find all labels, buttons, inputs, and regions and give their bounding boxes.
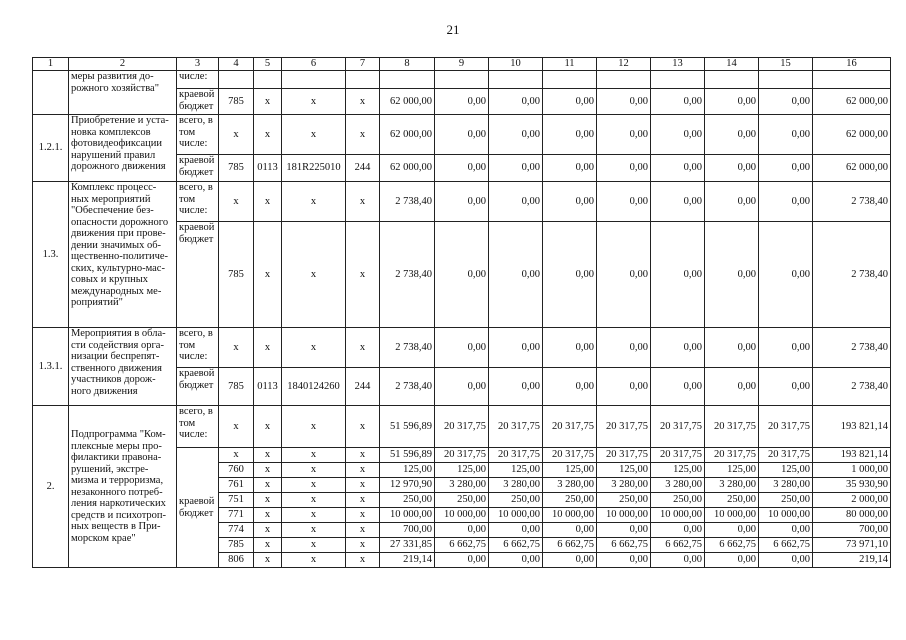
value-cell: 3 280,00	[435, 478, 489, 493]
value-cell: 0,00	[759, 368, 813, 406]
value-cell: 785	[219, 89, 254, 115]
value-cell: 250,00	[489, 493, 543, 508]
value-cell: 700,00	[380, 523, 435, 538]
value-cell: 62 000,00	[813, 115, 891, 155]
value-cell: x	[346, 115, 380, 155]
value-cell: 771	[219, 508, 254, 523]
value-cell: 3 280,00	[759, 478, 813, 493]
value-cell: 20 317,75	[597, 406, 651, 448]
value-cell: 20 317,75	[543, 406, 597, 448]
value-cell: 0,00	[597, 222, 651, 328]
value-cell: 62 000,00	[813, 89, 891, 115]
value-cell: 244	[346, 155, 380, 182]
value-cell: 125,00	[651, 463, 705, 478]
value-cell: 0,00	[435, 523, 489, 538]
value-cell: x	[254, 523, 282, 538]
col-header: 9	[435, 58, 489, 71]
value-cell: 10 000,00	[435, 508, 489, 523]
value-cell: 0,00	[651, 222, 705, 328]
value-cell: 0,00	[759, 89, 813, 115]
value-cell: 10 000,00	[597, 508, 651, 523]
value-cell: 0,00	[489, 553, 543, 568]
value-cell: 0,00	[705, 115, 759, 155]
value-cell: 51 596,89	[380, 448, 435, 463]
value-cell: 0,00	[705, 328, 759, 368]
value-cell: x	[254, 448, 282, 463]
value-cell: x	[282, 182, 346, 222]
value-cell	[543, 71, 597, 89]
value-cell: x	[346, 478, 380, 493]
value-cell: 3 280,00	[651, 478, 705, 493]
value-cell: 125,00	[489, 463, 543, 478]
value-cell: 0,00	[543, 328, 597, 368]
col-header: 4	[219, 58, 254, 71]
value-cell: 0,00	[435, 155, 489, 182]
value-cell: 20 317,75	[597, 448, 651, 463]
value-cell: 125,00	[543, 463, 597, 478]
value-cell: 760	[219, 463, 254, 478]
value-cell: 0,00	[759, 222, 813, 328]
value-cell: 250,00	[759, 493, 813, 508]
value-cell: x	[346, 222, 380, 328]
value-cell: 751	[219, 493, 254, 508]
value-cell: 3 280,00	[489, 478, 543, 493]
value-cell: 0,00	[651, 328, 705, 368]
value-cell: 219,14	[813, 553, 891, 568]
value-cell: 0,00	[489, 328, 543, 368]
col-header: 12	[597, 58, 651, 71]
value-cell: x	[254, 89, 282, 115]
value-cell: x	[282, 328, 346, 368]
value-cell: 6 662,75	[651, 538, 705, 553]
value-cell: 700,00	[813, 523, 891, 538]
value-cell: 785	[219, 538, 254, 553]
value-cell: x	[254, 493, 282, 508]
value-cell	[597, 71, 651, 89]
value-cell	[219, 71, 254, 89]
value-cell: 0,00	[543, 115, 597, 155]
value-cell: 0,00	[597, 328, 651, 368]
value-cell: 20 317,75	[705, 448, 759, 463]
funding-source: всего, в том числе:	[177, 182, 219, 222]
col-header: 1	[33, 58, 69, 71]
value-cell: 0,00	[651, 182, 705, 222]
value-cell: x	[346, 508, 380, 523]
value-cell: 0,00	[489, 89, 543, 115]
value-cell: 0,00	[489, 523, 543, 538]
value-cell: x	[346, 463, 380, 478]
value-cell: x	[346, 448, 380, 463]
row-description: Мероприятия в обла-сти содействия орга-низации беспрепят-ственного движения участников дорож-ного движения	[69, 328, 177, 406]
value-cell: x	[282, 493, 346, 508]
value-cell: 0,00	[759, 553, 813, 568]
table-row	[33, 71, 891, 89]
value-cell: 3 280,00	[705, 478, 759, 493]
value-cell: x	[254, 538, 282, 553]
value-cell: x	[346, 182, 380, 222]
budget-table	[32, 57, 891, 568]
value-cell: 20 317,75	[435, 448, 489, 463]
value-cell: 250,00	[380, 493, 435, 508]
value-cell: x	[254, 508, 282, 523]
value-cell: x	[219, 406, 254, 448]
value-cell: 6 662,75	[489, 538, 543, 553]
value-cell: 250,00	[651, 493, 705, 508]
header-row	[33, 58, 891, 71]
value-cell: 2 738,40	[380, 182, 435, 222]
row-description: Комплекс процесс-ных мероприятий "Обеспечение без-опасности дорожного движения при прове-дении значимых об-щественно-политиче-ских, культурно-мас-совых и крупных международных ме-роприятий"	[69, 182, 177, 328]
value-cell: 20 317,75	[543, 448, 597, 463]
value-cell: 0,00	[543, 553, 597, 568]
value-cell: x	[219, 328, 254, 368]
value-cell: x	[346, 328, 380, 368]
value-cell: x	[219, 182, 254, 222]
value-cell: 73 971,10	[813, 538, 891, 553]
value-cell: 0113	[254, 155, 282, 182]
value-cell: 0,00	[597, 553, 651, 568]
value-cell: 0,00	[597, 89, 651, 115]
value-cell: 0,00	[651, 89, 705, 115]
value-cell: 6 662,75	[597, 538, 651, 553]
value-cell: 0,00	[705, 155, 759, 182]
value-cell: 0,00	[705, 89, 759, 115]
value-cell	[813, 71, 891, 89]
value-cell: 0,00	[597, 523, 651, 538]
value-cell: 6 662,75	[435, 538, 489, 553]
funding-source: краевой бюджет	[177, 368, 219, 406]
col-header: 2	[69, 58, 177, 71]
value-cell	[705, 71, 759, 89]
value-cell: 3 280,00	[597, 478, 651, 493]
value-cell: 10 000,00	[543, 508, 597, 523]
value-cell: 0,00	[543, 368, 597, 406]
table-row	[33, 406, 891, 448]
value-cell: 62 000,00	[380, 89, 435, 115]
value-cell: 0,00	[705, 553, 759, 568]
value-cell: 0,00	[597, 115, 651, 155]
value-cell: 0,00	[543, 222, 597, 328]
value-cell: 0,00	[543, 523, 597, 538]
value-cell: x	[282, 463, 346, 478]
value-cell: x	[254, 328, 282, 368]
value-cell: 193 821,14	[813, 406, 891, 448]
value-cell	[651, 71, 705, 89]
value-cell: 774	[219, 523, 254, 538]
value-cell: 0,00	[705, 523, 759, 538]
row-number: 1.3.1.	[33, 328, 69, 406]
value-cell: 181R225010	[282, 155, 346, 182]
value-cell: 0,00	[705, 222, 759, 328]
value-cell: x	[282, 538, 346, 553]
value-cell: 10 000,00	[759, 508, 813, 523]
value-cell	[380, 71, 435, 89]
value-cell: 761	[219, 478, 254, 493]
value-cell: 250,00	[435, 493, 489, 508]
value-cell: 51 596,89	[380, 406, 435, 448]
value-cell: 125,00	[435, 463, 489, 478]
value-cell: 20 317,75	[489, 406, 543, 448]
value-cell: 785	[219, 155, 254, 182]
col-header: 15	[759, 58, 813, 71]
row-number	[33, 71, 69, 115]
value-cell: x	[254, 182, 282, 222]
funding-source: краевой бюджет	[177, 448, 219, 568]
col-header: 5	[254, 58, 282, 71]
value-cell: x	[282, 222, 346, 328]
value-cell: 2 000,00	[813, 493, 891, 508]
value-cell: 6 662,75	[759, 538, 813, 553]
value-cell: 2 738,40	[813, 222, 891, 328]
value-cell: x	[254, 553, 282, 568]
value-cell: 2 738,40	[813, 182, 891, 222]
value-cell: 0,00	[489, 155, 543, 182]
value-cell: 20 317,75	[489, 448, 543, 463]
value-cell: x	[282, 523, 346, 538]
value-cell: x	[219, 115, 254, 155]
value-cell: 20 317,75	[435, 406, 489, 448]
value-cell: 2 738,40	[380, 222, 435, 328]
value-cell: 0,00	[435, 328, 489, 368]
value-cell: x	[282, 478, 346, 493]
value-cell: 0,00	[759, 328, 813, 368]
value-cell: 12 970,90	[380, 478, 435, 493]
value-cell: x	[254, 222, 282, 328]
row-description: меры развития до-рожного хозяйства"	[69, 71, 177, 115]
table-row	[33, 115, 891, 155]
value-cell: 0,00	[759, 182, 813, 222]
value-cell: 806	[219, 553, 254, 568]
value-cell: x	[282, 553, 346, 568]
value-cell: x	[346, 538, 380, 553]
value-cell: x	[254, 478, 282, 493]
value-cell	[435, 71, 489, 89]
value-cell: x	[282, 448, 346, 463]
value-cell: 0,00	[759, 115, 813, 155]
value-cell: 125,00	[597, 463, 651, 478]
col-header: 10	[489, 58, 543, 71]
value-cell: 20 317,75	[759, 406, 813, 448]
value-cell: 0,00	[651, 115, 705, 155]
row-number: 1.2.1.	[33, 115, 69, 182]
value-cell: 125,00	[759, 463, 813, 478]
value-cell: 0,00	[759, 523, 813, 538]
col-header: 6	[282, 58, 346, 71]
value-cell: 125,00	[380, 463, 435, 478]
value-cell: 0,00	[435, 553, 489, 568]
value-cell: 20 317,75	[651, 406, 705, 448]
col-header: 3	[177, 58, 219, 71]
value-cell	[346, 71, 380, 89]
value-cell: x	[254, 115, 282, 155]
table-row	[33, 182, 891, 222]
value-cell: 6 662,75	[705, 538, 759, 553]
table-row	[33, 328, 891, 368]
col-header: 7	[346, 58, 380, 71]
value-cell: 0,00	[597, 182, 651, 222]
value-cell	[759, 71, 813, 89]
value-cell: 62 000,00	[380, 115, 435, 155]
value-cell: 219,14	[380, 553, 435, 568]
value-cell: 20 317,75	[705, 406, 759, 448]
value-cell	[282, 71, 346, 89]
value-cell: 244	[346, 368, 380, 406]
row-description: Приобретение и уста-новка комплексов фотовидеофиксации нарушений правил дорожного движения	[69, 115, 177, 182]
value-cell: 1 000,00	[813, 463, 891, 478]
funding-source: всего, в том числе:	[177, 406, 219, 448]
value-cell: 10 000,00	[705, 508, 759, 523]
value-cell: x	[346, 493, 380, 508]
value-cell: 2 738,40	[380, 368, 435, 406]
funding-source: всего, в том числе:	[177, 115, 219, 155]
value-cell: 3 280,00	[543, 478, 597, 493]
page-number: 21	[446, 22, 460, 37]
value-cell: 62 000,00	[813, 155, 891, 182]
value-cell: x	[282, 406, 346, 448]
value-cell: x	[346, 89, 380, 115]
value-cell: 0,00	[651, 523, 705, 538]
funding-source: краевой бюджет	[177, 89, 219, 115]
value-cell: x	[346, 523, 380, 538]
value-cell: 2 738,40	[813, 328, 891, 368]
value-cell: 785	[219, 368, 254, 406]
col-header: 8	[380, 58, 435, 71]
value-cell: 0,00	[489, 368, 543, 406]
value-cell: x	[282, 89, 346, 115]
funding-source: числе:	[177, 71, 219, 89]
value-cell: 62 000,00	[380, 155, 435, 182]
value-cell: 0,00	[597, 368, 651, 406]
row-description: Подпрограмма "Ком-плексные меры про-филактики правона-рушений, экстре-мизма и терроризма, незаконного потреб-ления наркотических средств и психотроп-ных веществ в При-морском крае"	[69, 406, 177, 568]
value-cell: 10 000,00	[651, 508, 705, 523]
funding-source: краевой бюджет	[177, 222, 219, 328]
value-cell: 0,00	[489, 182, 543, 222]
value-cell: 785	[219, 222, 254, 328]
value-cell: x	[254, 406, 282, 448]
value-cell: x	[346, 406, 380, 448]
value-cell: 0,00	[543, 182, 597, 222]
value-cell: 0,00	[597, 155, 651, 182]
value-cell: 250,00	[597, 493, 651, 508]
value-cell: 2 738,40	[380, 328, 435, 368]
value-cell: 10 000,00	[380, 508, 435, 523]
value-cell: 10 000,00	[489, 508, 543, 523]
value-cell: 193 821,14	[813, 448, 891, 463]
value-cell: 0,00	[435, 115, 489, 155]
value-cell: 0,00	[435, 222, 489, 328]
value-cell: x	[219, 448, 254, 463]
row-number: 1.3.	[33, 182, 69, 328]
value-cell: 35 930,90	[813, 478, 891, 493]
col-header: 16	[813, 58, 891, 71]
value-cell: 6 662,75	[543, 538, 597, 553]
value-cell: 27 331,85	[380, 538, 435, 553]
value-cell: 2 738,40	[813, 368, 891, 406]
value-cell	[254, 71, 282, 89]
value-cell: 0,00	[435, 368, 489, 406]
funding-source: всего, в том числе:	[177, 328, 219, 368]
row-number: 2.	[33, 406, 69, 568]
value-cell: x	[346, 553, 380, 568]
value-cell: 125,00	[705, 463, 759, 478]
value-cell: 80 000,00	[813, 508, 891, 523]
col-header: 11	[543, 58, 597, 71]
value-cell	[489, 71, 543, 89]
value-cell: 0,00	[489, 222, 543, 328]
funding-source: краевой бюджет	[177, 155, 219, 182]
value-cell: 0,00	[651, 368, 705, 406]
value-cell: 250,00	[705, 493, 759, 508]
value-cell: 0,00	[651, 155, 705, 182]
value-cell: x	[282, 115, 346, 155]
value-cell: 0,00	[489, 115, 543, 155]
value-cell: 0,00	[651, 553, 705, 568]
value-cell: 20 317,75	[651, 448, 705, 463]
col-header: 14	[705, 58, 759, 71]
value-cell: 0,00	[543, 155, 597, 182]
value-cell: x	[254, 463, 282, 478]
value-cell: 0,00	[705, 368, 759, 406]
value-cell: 20 317,75	[759, 448, 813, 463]
value-cell: x	[282, 508, 346, 523]
value-cell: 0,00	[705, 182, 759, 222]
col-header: 13	[651, 58, 705, 71]
value-cell: 0113	[254, 368, 282, 406]
value-cell: 250,00	[543, 493, 597, 508]
value-cell: 0,00	[435, 89, 489, 115]
value-cell: 1840124260	[282, 368, 346, 406]
value-cell: 0,00	[759, 155, 813, 182]
value-cell: 0,00	[435, 182, 489, 222]
value-cell: 0,00	[543, 89, 597, 115]
